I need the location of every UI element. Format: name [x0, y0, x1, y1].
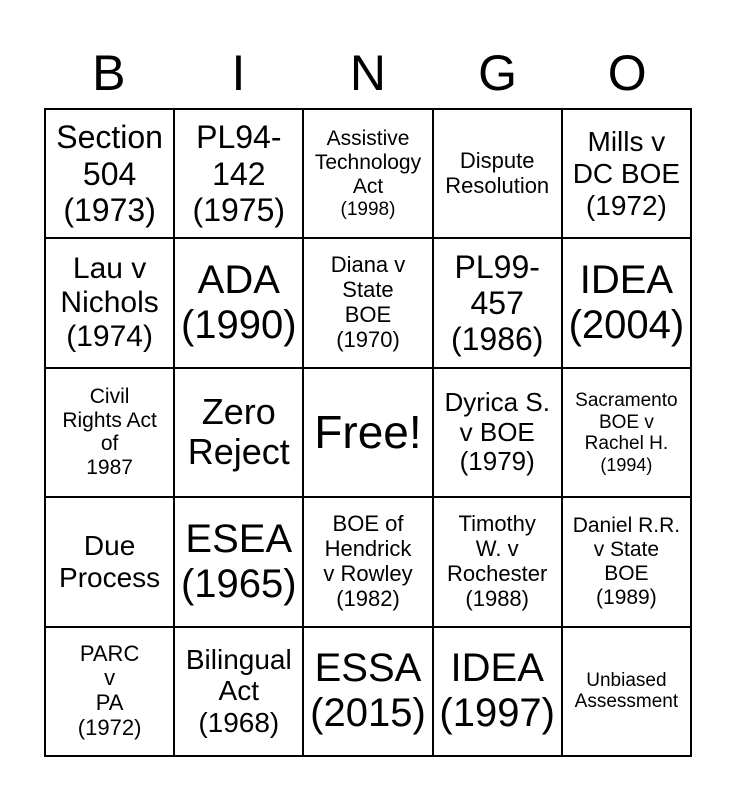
cell-text-line: (1986): [450, 321, 544, 358]
cell-text-line: BOE: [604, 561, 649, 585]
cell-text-line: Zero: [201, 390, 276, 432]
bingo-cell[interactable]: [45, 497, 174, 626]
cell-text-line: W. v: [475, 536, 519, 562]
cell-text-line: v BOE: [459, 416, 535, 447]
cell-text-line: Dyrica S.: [444, 387, 550, 418]
cell-text-line: (1970): [336, 326, 400, 352]
bingo-cell[interactable]: [45, 238, 174, 367]
cell-text-line: Lau v: [72, 252, 147, 286]
bingo-cell[interactable]: [45, 368, 174, 497]
cell-text-line: Reject: [187, 431, 290, 473]
bingo-cell[interactable]: [562, 497, 691, 626]
cell-text-line: (1982): [336, 585, 400, 611]
cell-text-line: (1979): [459, 446, 535, 477]
cell-text-line: Civil: [89, 385, 130, 409]
cell-text-line: (1997): [439, 691, 555, 736]
bingo-cell[interactable]: [174, 627, 303, 756]
cell-text-line: IDEA: [579, 257, 674, 302]
bingo-cell[interactable]: [562, 627, 691, 756]
cell-text-line: Rochester: [447, 560, 548, 586]
cell-text-line: (1965): [180, 561, 297, 606]
cell-text-line: PARC: [79, 640, 140, 666]
bingo-cell[interactable]: [45, 109, 174, 238]
bingo-cell[interactable]: [174, 497, 303, 626]
bingo-cell[interactable]: [174, 368, 303, 497]
header-letter-b: B: [92, 45, 126, 101]
cell-text-line: DC BOE: [572, 157, 681, 189]
cell-text-line: Assessment: [574, 691, 679, 713]
cell-text-line: Act: [218, 675, 260, 707]
cell-text-line: Technology: [314, 151, 422, 175]
cell-text-line: Sacramento: [575, 390, 678, 412]
bingo-cell[interactable]: [433, 238, 562, 367]
cell-text-line: Resolution: [445, 172, 550, 198]
bingo-cell[interactable]: [433, 368, 562, 497]
cell-text-line: (2015): [310, 691, 426, 736]
cell-text-line: Nichols: [60, 286, 159, 320]
bingo-cell[interactable]: [174, 238, 303, 367]
cell-text-line: (1975): [192, 191, 286, 228]
cell-text-line: 457: [470, 285, 524, 322]
cell-text-line: Dispute: [459, 147, 535, 173]
cell-text-line: (1990): [180, 303, 297, 348]
cell-text-line: Unbiased: [586, 669, 667, 691]
cell-text-line: Mills v: [587, 126, 666, 158]
cell-text-line: v State: [593, 538, 660, 562]
cell-text-line: 1987: [86, 456, 133, 480]
cell-text-line: 142: [212, 155, 266, 192]
cell-text-line: of: [100, 432, 119, 456]
bingo-cell[interactable]: [303, 238, 432, 367]
cell-text-line: v: [104, 665, 116, 691]
cell-text-line: (1988): [465, 585, 529, 611]
cell-text-line: PL94-: [196, 119, 282, 156]
cell-text-line: (1994): [600, 454, 653, 475]
cell-text-line: 504: [82, 155, 137, 192]
cell-text-line: ESEA: [185, 516, 293, 561]
cell-text-line: Bilingual: [185, 643, 292, 675]
cell-text-line: Rights Act: [62, 408, 157, 432]
bingo-cell[interactable]: [562, 109, 691, 238]
cell-text-line: Act: [352, 174, 384, 198]
bingo-cell[interactable]: [433, 497, 562, 626]
bingo-cell[interactable]: [562, 238, 691, 367]
cell-text-line: Process: [59, 561, 161, 593]
cell-text-line: (1974): [66, 320, 153, 354]
free-space-cell[interactable]: [303, 368, 432, 497]
cell-text-line: (1973): [63, 191, 156, 228]
cell-text-line: ESSA: [314, 646, 422, 691]
cell-text-line: Free!: [314, 405, 422, 458]
cell-text-line: Hendrick: [324, 536, 412, 562]
cell-text-line: v Rowley: [323, 560, 413, 586]
cell-text-line: BOE: [344, 302, 392, 328]
bingo-header: [44, 40, 692, 106]
bingo-cell[interactable]: [174, 109, 303, 238]
cell-text-line: State: [342, 277, 394, 303]
cell-text-line: PA: [95, 690, 124, 716]
cell-text-line: (1998): [340, 198, 396, 220]
cell-text-line: IDEA: [450, 646, 544, 691]
cell-text-line: PL99-: [454, 248, 540, 285]
bingo-cell[interactable]: [303, 497, 432, 626]
cell-text-line: BOE of: [332, 511, 404, 537]
header-letter-n: N: [349, 45, 387, 101]
bingo-cell[interactable]: [45, 627, 174, 756]
cell-text-line: (2004): [568, 303, 685, 348]
cell-text-line: Daniel R.R.: [572, 514, 681, 538]
cell-text-line: BOE v: [598, 411, 654, 433]
cell-text-line: Timothy: [458, 511, 536, 537]
bingo-cell[interactable]: [303, 109, 432, 238]
cell-text-line: ADA: [197, 257, 280, 302]
cell-text-line: Rachel H.: [584, 433, 669, 455]
cell-text-line: (1968): [198, 707, 280, 739]
cell-text-line: (1972): [77, 715, 142, 741]
header-letter-o: O: [607, 45, 647, 101]
cell-text-line: Assistive: [326, 127, 410, 151]
header-letter-i: I: [231, 45, 246, 101]
bingo-cell[interactable]: [562, 368, 691, 497]
bingo-grid: [44, 108, 692, 757]
bingo-cell[interactable]: [433, 627, 562, 756]
cell-text-line: Due: [83, 530, 136, 562]
bingo-cell[interactable]: [433, 109, 562, 238]
cell-text-line: (1972): [585, 189, 667, 221]
cell-text-line: Diana v: [330, 252, 406, 278]
cell-text-line: (1989): [596, 585, 657, 609]
bingo-cell[interactable]: [303, 627, 432, 756]
cell-text-line: Section: [56, 119, 163, 156]
header-letter-g: G: [478, 45, 518, 101]
